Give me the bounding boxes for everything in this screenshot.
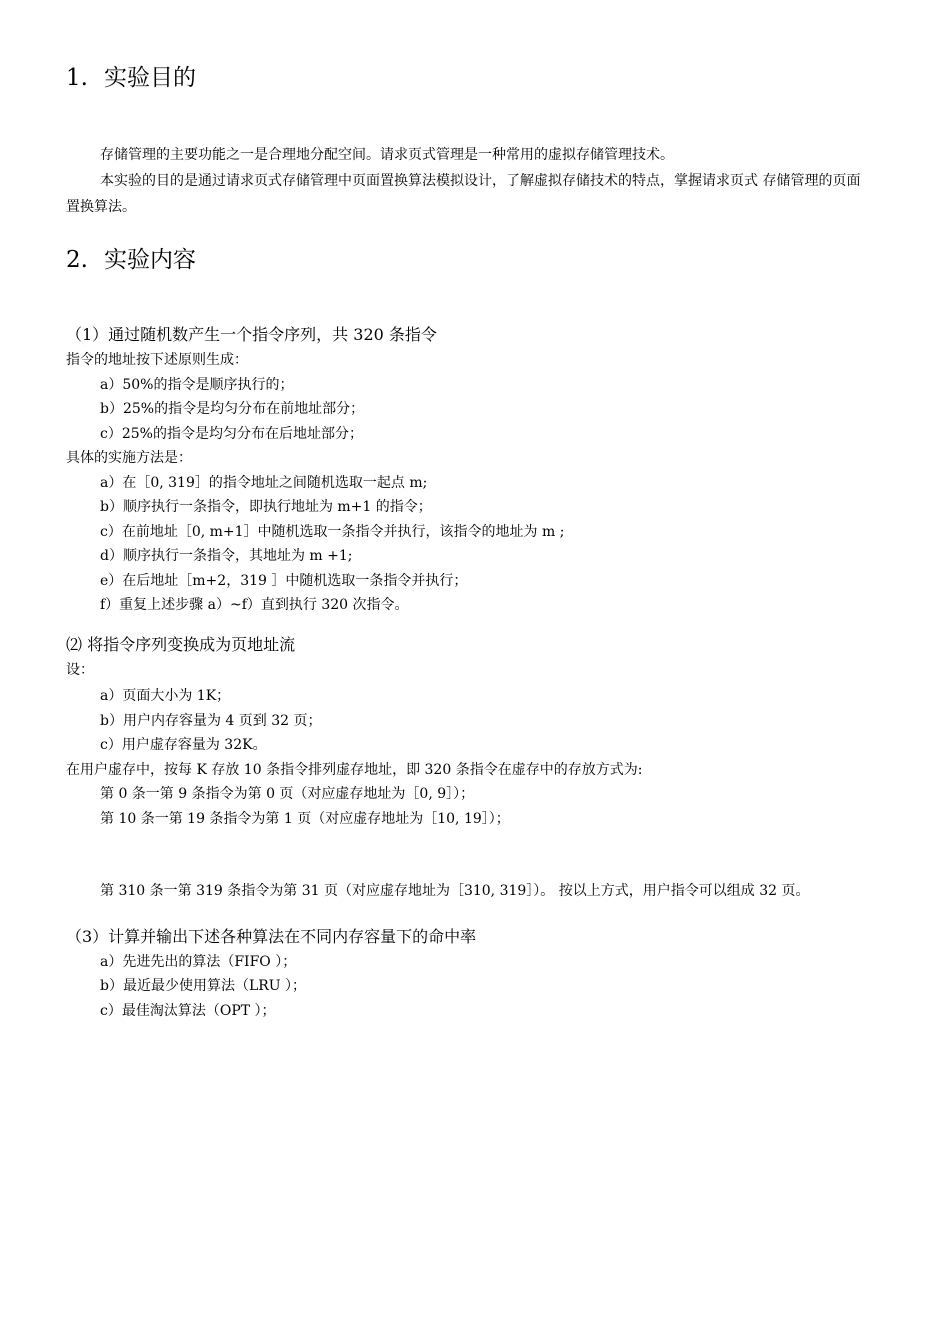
section-1-paragraph: 存储管理的主要功能之一是合理地分配空间。请求页式管理是一种常用的虚拟存储管理技术。	[100, 147, 674, 163]
rule-item: c）25%的指令是均匀分布在后地址部分；	[100, 425, 363, 442]
method-intro: 具体的实施方法是：	[66, 450, 192, 466]
section-2-title: 实验内容	[104, 247, 196, 273]
step-item: a）在［0, 319］的指令地址之间随机选取一起点 m;	[100, 474, 428, 491]
mapping-line: 第 10 条一第 19 条指令为第 1 页（对应虚存地址为［10, 19］）；	[100, 810, 510, 827]
algorithm-item: c）最佳淘汰算法（OPT ）；	[100, 1002, 276, 1019]
section-1-title: 实验目的	[104, 65, 196, 91]
part-2-intro: 设：	[66, 661, 94, 678]
part-2-heading: ⑵ 将指令序列变换成为页地址流	[66, 634, 296, 654]
step-item: f）重复上述步骤 a）~f）直到执行 320 次指令。	[100, 597, 409, 613]
part-1-intro: 指令的地址按下述原则生成：	[66, 352, 248, 368]
part-1-heading: （1）通过随机数产生一个指令序列，共 320 条指令	[66, 325, 437, 344]
rule-item: b）25%的指令是均匀分布在前地址部分；	[100, 401, 365, 417]
step-item: c）在前地址［0, m+1］中随机选取一条指令并执行，该指令的地址为 m ;	[100, 523, 565, 540]
spacer	[66, 96, 874, 142]
mapping-line: 第 0 条一第 9 条指令为第 0 页（对应虚存地址为［0, 9］）；	[100, 786, 475, 802]
mapping-last-line: 第 310 条一第 319 条指令为第 31 页（对应虚存地址为［310, 319］）。 按以上方式，用户指令可以组成 32 页。	[100, 883, 810, 899]
condition-item: c）用户虚存容量为 32K。	[100, 737, 267, 753]
part-3-heading: （3）计算并输出下述各种算法在不同内存容量下的命中率	[66, 926, 477, 946]
section-2-number: 2.	[66, 247, 88, 273]
mapping-intro: 在用户虚存中，按每 K 存放 10 条指令排列虚存地址，即 320 条指令在虚存中的存放方式为:	[66, 761, 643, 778]
spacer	[66, 904, 874, 924]
algorithm-item: b）最近最少使用算法（LRU ）；	[100, 978, 307, 994]
rule-item: a）50%的指令是顺序执行的；	[100, 376, 294, 393]
section-1-paragraph: 本实验的目的是通过请求页式存储管理中页面置换算法模拟设计，了解虚拟存储技术的特点，掌握请求页式 存储管理的页面置换算法。	[66, 173, 861, 215]
section-1-number: 1.	[66, 65, 88, 91]
spacer	[66, 831, 874, 879]
step-item: e）在后地址［m+2，319 ］中随机选取一条指令并执行；	[100, 572, 468, 589]
step-item: b）顺序执行一条指令，即执行地址为 m+1 的指令；	[100, 499, 432, 515]
section-1-heading	[66, 60, 874, 96]
spacer	[66, 220, 874, 242]
algorithm-item: a）先进先出的算法（FIFO ）；	[100, 953, 297, 970]
section-2-heading	[66, 242, 874, 278]
spacer	[66, 278, 874, 322]
spacer	[66, 618, 874, 632]
step-item: d）顺序执行一条指令，其地址为 m +1;	[100, 548, 353, 564]
condition-item: b）用户内存容量为 4 页到 32 页；	[100, 712, 322, 729]
condition-item: a）页面大小为 1K；	[100, 688, 231, 704]
